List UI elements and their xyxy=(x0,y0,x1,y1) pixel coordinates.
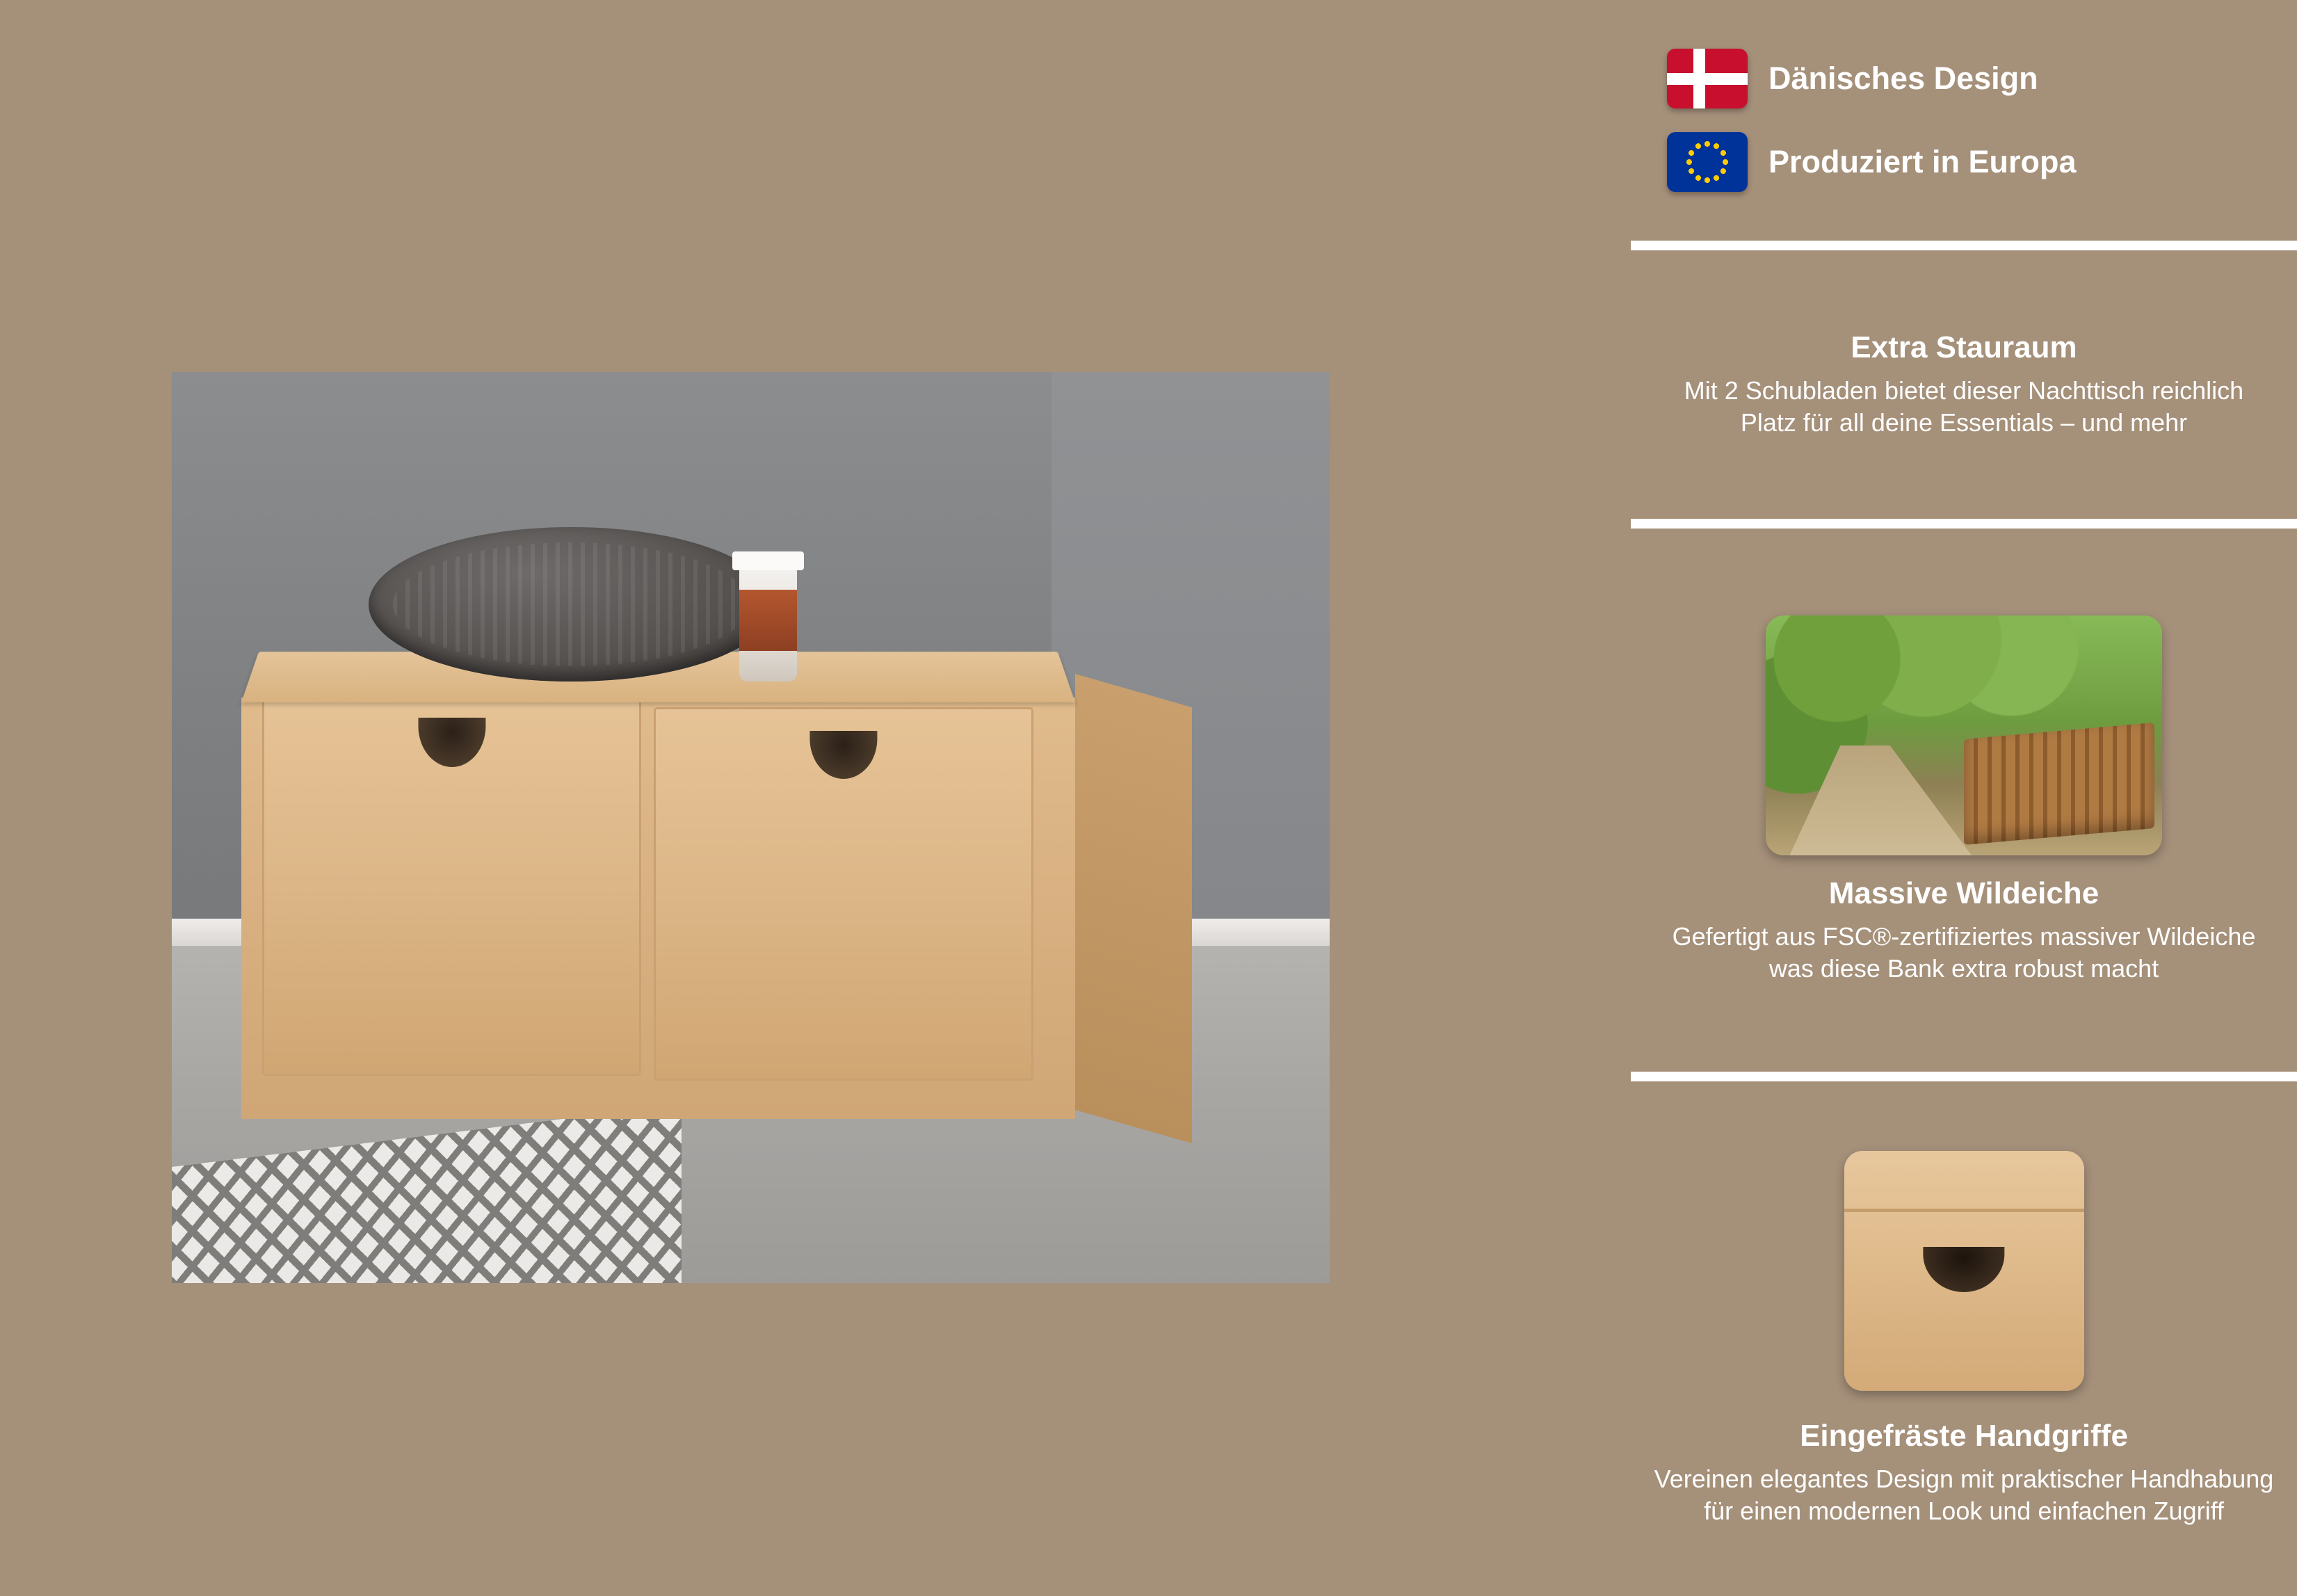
denmark-flag-icon xyxy=(1667,49,1748,108)
log-pile xyxy=(1964,723,2154,845)
forest-logs-photo xyxy=(1766,615,2162,855)
feature-card-wood xyxy=(1631,524,2297,1077)
feature-column xyxy=(1631,0,2297,1596)
feature-card-storage xyxy=(1631,245,2297,524)
europe-label: Produziert in Europa xyxy=(1768,144,2077,179)
coffee-cup xyxy=(739,563,797,682)
milled-handle-icon xyxy=(809,731,877,779)
product-photo xyxy=(172,372,1330,1283)
milled-handle-closeup-photo xyxy=(1844,1151,2084,1391)
origin-row-denmark xyxy=(1667,49,2297,108)
european-union-flag-icon xyxy=(1667,132,1748,192)
origin-row-europe xyxy=(1667,132,2297,192)
feature-card-origin xyxy=(1631,0,2297,245)
milled-handle-icon xyxy=(418,718,485,767)
handles-title: Eingefräste Handgriffe xyxy=(1800,1418,2128,1453)
storage-body: Mit 2 Schubladen bietet dieser Nachttisch reichlich Platz für all deine Essentials – und mehr xyxy=(1684,376,2244,437)
denmark-label: Dänisches Design xyxy=(1768,61,2038,96)
bench-side-panel xyxy=(1075,674,1192,1143)
handles-body: Vereinen elegantes Design mit praktischer Handhabung für einen modernen Look und einfachen Zugriff xyxy=(1654,1464,2274,1525)
wood-title: Massive Wildeiche xyxy=(1828,876,2099,911)
wood-body: Gefertigt aus FSC®-zertifiziertes massiver Wildeiche was diese Bank extra robust macht xyxy=(1672,922,2256,983)
cup-lid xyxy=(732,551,804,570)
drawer-edge-line xyxy=(1844,1209,2084,1212)
milled-handle-icon xyxy=(1923,1247,2004,1293)
bench-drawer-right xyxy=(654,707,1033,1081)
storage-bench xyxy=(241,645,1075,1119)
cup-sleeve xyxy=(739,590,797,652)
feature-card-handles xyxy=(1631,1077,2297,1596)
eu-stars-icon xyxy=(1686,140,1729,184)
storage-title: Extra Stauraum xyxy=(1851,330,2077,365)
bench-drawer-left xyxy=(262,693,641,1076)
round-cushion xyxy=(369,527,774,682)
